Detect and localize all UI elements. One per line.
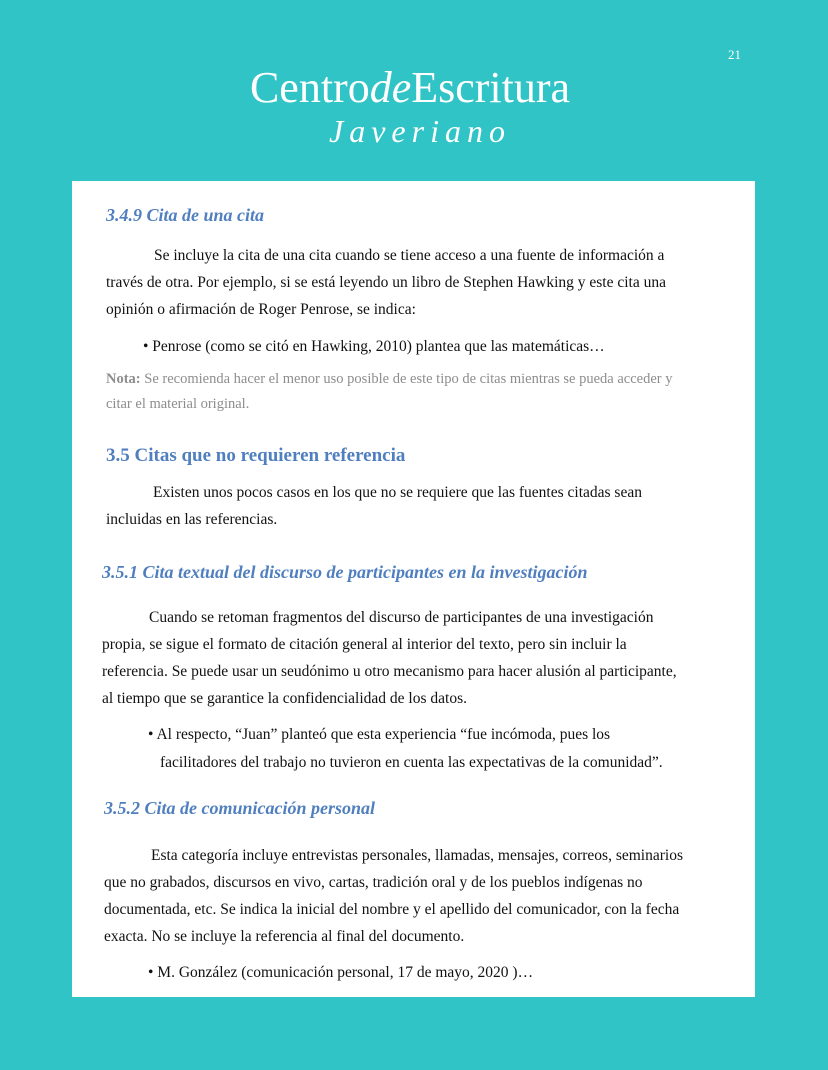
bullet-item: • Penrose (como se citó en Hawking, 2010) plantea que las matemáticas… (143, 338, 605, 355)
heading-3-4-9: 3.4.9 Cita de una cita (106, 205, 265, 225)
logo (0, 62, 828, 148)
paragraph-line: Existen unos pocos casos en los que no se requiere que las fuentes citadas sean (153, 484, 642, 501)
note-line (106, 368, 716, 391)
bullet-item: • M. González (comunicación personal, 17 de mayo, 2020 )… (148, 964, 534, 981)
heading-3-5-2: 3.5.2 Cita de comunicación personal (104, 798, 376, 818)
paragraph-line: que no grabados, discursos en vivo, cartas, tradición oral y de los pueblos indígenas no (104, 874, 643, 891)
page-content-card (72, 181, 755, 997)
paragraph-line: Se incluye la cita de una cita cuando se tiene acceso a una fuente de información a (154, 247, 665, 264)
note-label: Nota: (106, 371, 141, 387)
logo-de: de (369, 63, 412, 112)
paragraph-line: propia, se sigue el formato de citación general al interior del texto, pero sin incluir la (102, 636, 627, 653)
heading-3-5: 3.5 Citas que no requieren referencia (106, 445, 406, 466)
paragraph-line: opinión o afirmación de Roger Penrose, se indica: (106, 301, 416, 318)
paragraph-line: documentada, etc. Se indica la inicial del nombre y el apellido del comunicador, con la fecha (104, 901, 680, 918)
paragraph-line: al tiempo que se garantice la confidencialidad de los datos. (102, 690, 467, 707)
logo-centro: Centro (249, 63, 370, 112)
paragraph-line: referencia. Se puede usar un seudónimo u otro mecanismo para hacer alusión al participante, (102, 663, 677, 680)
logo-title (0, 62, 828, 114)
heading-3-5-1: 3.5.1 Cita textual del discurso de participantes en la investigación (102, 562, 588, 582)
note-text: Se recomienda hacer el menor uso posible de este tipo de citas mientras se pueda acceder y (144, 371, 673, 387)
paragraph-line: Esta categoría incluye entrevistas personales, llamadas, mensajes, correos, seminarios (151, 847, 683, 864)
paragraph-line: través de otra. Por ejemplo, si se está leyendo un libro de Stephen Hawking y este cita una (106, 274, 666, 291)
paragraph-line: incluidas en las referencias. (106, 511, 278, 528)
logo-subtitle: Javeriano (329, 113, 511, 149)
logo-escritura: Escritura (411, 63, 571, 112)
note-line: citar el material original. (106, 396, 250, 412)
bullet-item-continuation: facilitadores del trabajo no tuvieron en cuenta las expectativas de la comunidad”. (160, 754, 663, 771)
paragraph-line: exacta. No se incluye la referencia al final del documento. (104, 928, 465, 945)
paragraph-line: Cuando se retoman fragmentos del discurso de participantes de una investigación (149, 609, 654, 626)
bullet-item: • Al respecto, “Juan” planteó que esta experiencia “fue incómoda, pues los (148, 726, 611, 743)
page-number: 21 (728, 47, 741, 62)
